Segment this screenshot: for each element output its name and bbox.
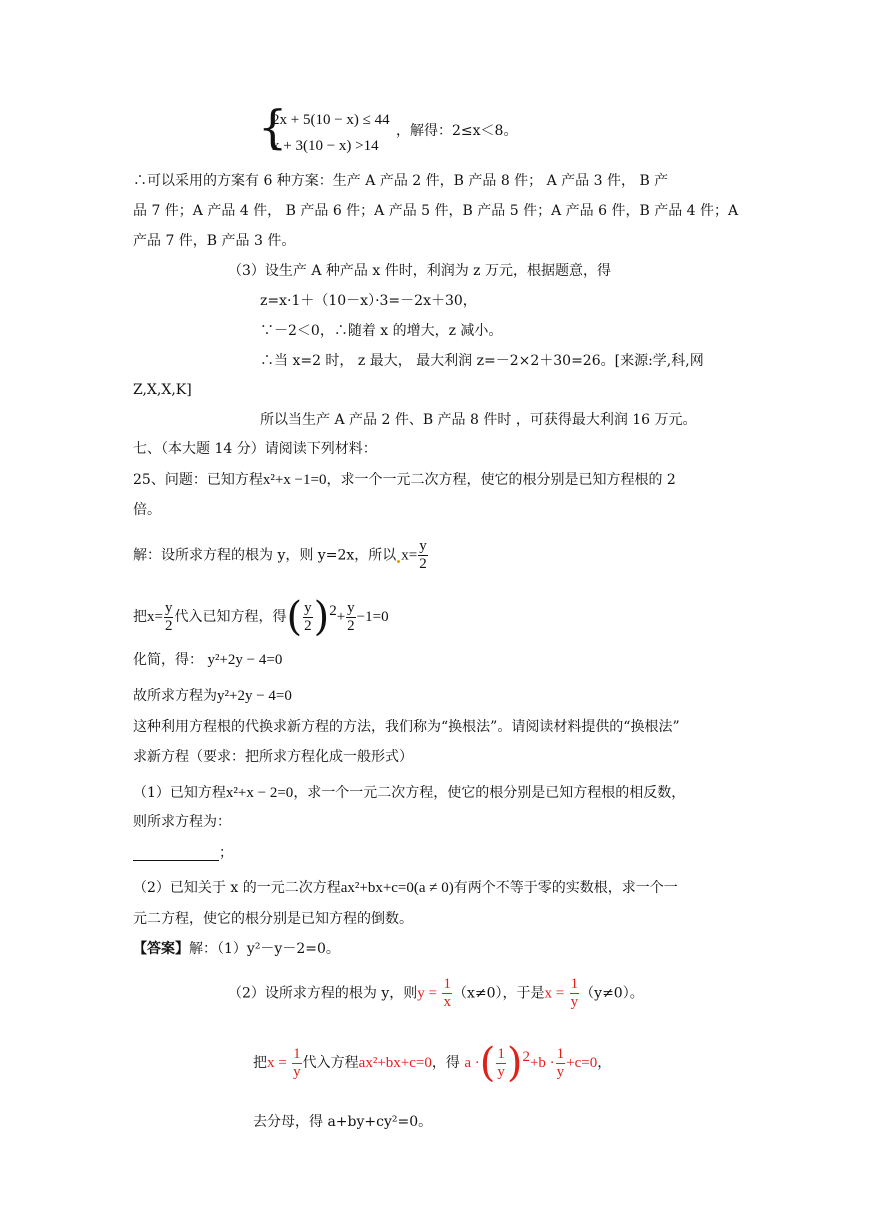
frac-den: x (443, 994, 451, 1010)
q2-line-1 (133, 878, 678, 898)
part3-line-5: Z,X,X,K] (133, 382, 192, 398)
marker-dot (397, 560, 400, 563)
frac-num: 1 (556, 1045, 565, 1062)
paren-left: ( (479, 1040, 496, 1086)
answer-quadratic: ax²+bx+c=0 (358, 1055, 432, 1071)
part3-line-1: （3）设生产 A 种产品 x 件时，利润为 z 万元，根据题意，得 (228, 263, 611, 279)
answer-text-2c: （y≠0）。 (580, 985, 644, 1002)
answer-label: 【答案】 (133, 941, 189, 957)
part3-line-3: ∵－2＜0，∴随着 x 的增大，z 减小。 (260, 323, 503, 339)
solution-text-3a: 化简，得： (133, 652, 203, 668)
answer-plus-c: +c=0 (566, 1055, 598, 1071)
exponent-2: 2 (329, 603, 337, 619)
solution-line-4 (133, 686, 292, 706)
solution-x-eq-2: x= (147, 609, 163, 625)
q1-answer-line (133, 843, 233, 863)
fraction-y-over-2 (418, 538, 428, 573)
fraction-1-over-x (442, 976, 452, 1011)
fraction-y-over-2-d (346, 600, 356, 635)
answer-comma: ， (597, 1055, 612, 1071)
answer-y-eq: y = (417, 985, 437, 1002)
part3-line-4: ∴当 x=2 时， z 最大， 最大利润 z=－2×2＋30=26。[来源:学,科,网 (260, 353, 704, 369)
fraction-y-over-2-c (303, 600, 313, 635)
result-equation: y²+2y − 4=0 (217, 688, 292, 704)
q1-equation: x²+x − 2=0 (225, 785, 294, 801)
frac-den: 2 (347, 617, 355, 634)
solution-text-a: 解：设所求方程的根为 y，则 y=2x，所以 (133, 547, 397, 564)
answer-text-3c: ，得 (431, 1055, 460, 1071)
frac-den: y (556, 1063, 565, 1080)
q2-text-b: 有两个不等于零的实数根，求一个一 (453, 880, 678, 896)
answer-text-3b: 代入方程 (302, 1055, 359, 1071)
part3-line-2: z=x·1＋（10－x）·3=－2x＋30， (260, 293, 477, 309)
answer-blank[interactable] (133, 846, 219, 861)
q25-line-1 (133, 470, 676, 490)
frac-num: 1 (497, 1045, 505, 1062)
solution-line-3 (133, 650, 282, 670)
section-7-heading: 七、（本大题 14 分）请阅读下列材料： (133, 441, 377, 457)
solution-line-2 (133, 594, 389, 640)
q25-text-a: 25、问题：已知方程 (133, 472, 263, 488)
solution-text-2a: 把 (133, 609, 147, 625)
q1-semicolon: ； (219, 845, 233, 861)
fraction-1-over-y-b (292, 1046, 302, 1081)
frac-den: 2 (304, 617, 312, 634)
frac-num: 1 (293, 1045, 301, 1062)
answer-b-dot: +b · (529, 1055, 555, 1071)
solution-text-2b: 代入已知方程，得 (174, 609, 287, 625)
frac-den: 2 (164, 617, 173, 634)
fraction-1-over-y (570, 976, 580, 1011)
paren-right: ) (313, 594, 330, 640)
answer-a-dot: a · (464, 1055, 480, 1071)
answer-line-3 (253, 1040, 612, 1086)
plus-sign: + (336, 609, 346, 625)
answer-line-1 (133, 939, 340, 959)
q25-line-2: 倍。 (133, 502, 161, 518)
frac-num: y (347, 599, 355, 616)
solution-tail: −1=0 (356, 609, 389, 625)
answer-text-3a: 把 (253, 1055, 267, 1071)
q25-text-b: ，求一个一元二次方程，使它的根分别是已知方程根的 2 (326, 472, 676, 488)
frac-num: 1 (443, 976, 451, 992)
paren-left: ( (286, 594, 303, 640)
part3-line-6: 所以当生产 A 产品 2 件、B 产品 8 件时 ，可获得最大利润 16 万元。 (260, 412, 697, 428)
frac-den: 2 (419, 556, 427, 572)
answer-text-2a: （2）设所求方程的根为 y，则 (228, 985, 418, 1002)
plans-line-2: 品 7 件；A 产品 4 件， B 产品 6 件；A 产品 5 件，B 产品 5 件；A 产品 6 件，B 产品 4 件；A (133, 203, 739, 219)
answer-x-eq-2: x = (267, 1055, 287, 1071)
q2-equation: ax²+bx+c=0(a ≠ 0) (340, 880, 454, 896)
answer-x-eq: x = (544, 985, 565, 1002)
answer-line-4: 去分母，得 a+by+cy²=0。 (253, 1114, 433, 1130)
solution-line-1 (133, 538, 429, 573)
intro-line-2: 求新方程（要求：把所求方程化成一般形式） (133, 749, 413, 765)
frac-num: y (164, 599, 173, 616)
q1-text-a: （1）已知方程 (133, 785, 226, 801)
plans-line-1: ∴可以采用的方案有 6 种方案：生产 A 产品 2 件，B 产品 8 件； A 产品 3 件， B 产 (133, 173, 669, 189)
frac-den: y (293, 1063, 301, 1080)
solution-text-4a: 故所求方程为 (133, 688, 217, 704)
paren-right: ) (506, 1040, 523, 1086)
q1-text-b: ，求一个一元二次方程，使它的根分别是已知方程根的相反数， (293, 785, 686, 801)
fraction-1-over-y-d (556, 1046, 566, 1081)
fraction-1-over-y-c (496, 1046, 506, 1081)
frac-num: y (419, 538, 427, 554)
intro-line-1: 这种利用方程根的代换求新方程的方法，我们称为“换根法”。请阅读材料提供的“换根法” (133, 719, 680, 735)
simplified-equation: y²+2y − 4=0 (207, 652, 283, 668)
q25-equation: x²+x −1=0 (262, 472, 327, 488)
q1-line-1 (133, 783, 685, 803)
q2-line-2: 元二方程，使它的根分别是已知方程的倒数。 (133, 911, 413, 927)
frac-num: 1 (570, 976, 579, 992)
system-eq-2: x + 3(10 − x) >14 (272, 138, 379, 154)
plans-line-3: 产品 7 件，B 产品 3 件。 (133, 233, 296, 249)
answer-part-1: 解：（1）y²－y－2=0。 (189, 941, 340, 957)
answer-line-2 (228, 976, 644, 1011)
q1-line-2: 则所求方程为： (133, 814, 231, 830)
system-brace: { (258, 100, 288, 154)
system-eq-1: 2x + 5(10 − x) ≤ 44 (272, 112, 390, 128)
q2-text-a: （2）已知关于 x 的一元二次方程 (133, 880, 341, 896)
frac-den: y (497, 1063, 505, 1080)
system-solution: ，解得：2≤x＜8。 (396, 123, 518, 139)
solution-x-eq: x= (401, 547, 418, 564)
fraction-y-over-2-b (164, 600, 174, 635)
exponent-2: 2 (522, 1049, 530, 1065)
answer-text-2b: （x≠0），于是 (452, 985, 545, 1002)
frac-num: y (304, 599, 312, 616)
frac-den: y (570, 994, 579, 1010)
